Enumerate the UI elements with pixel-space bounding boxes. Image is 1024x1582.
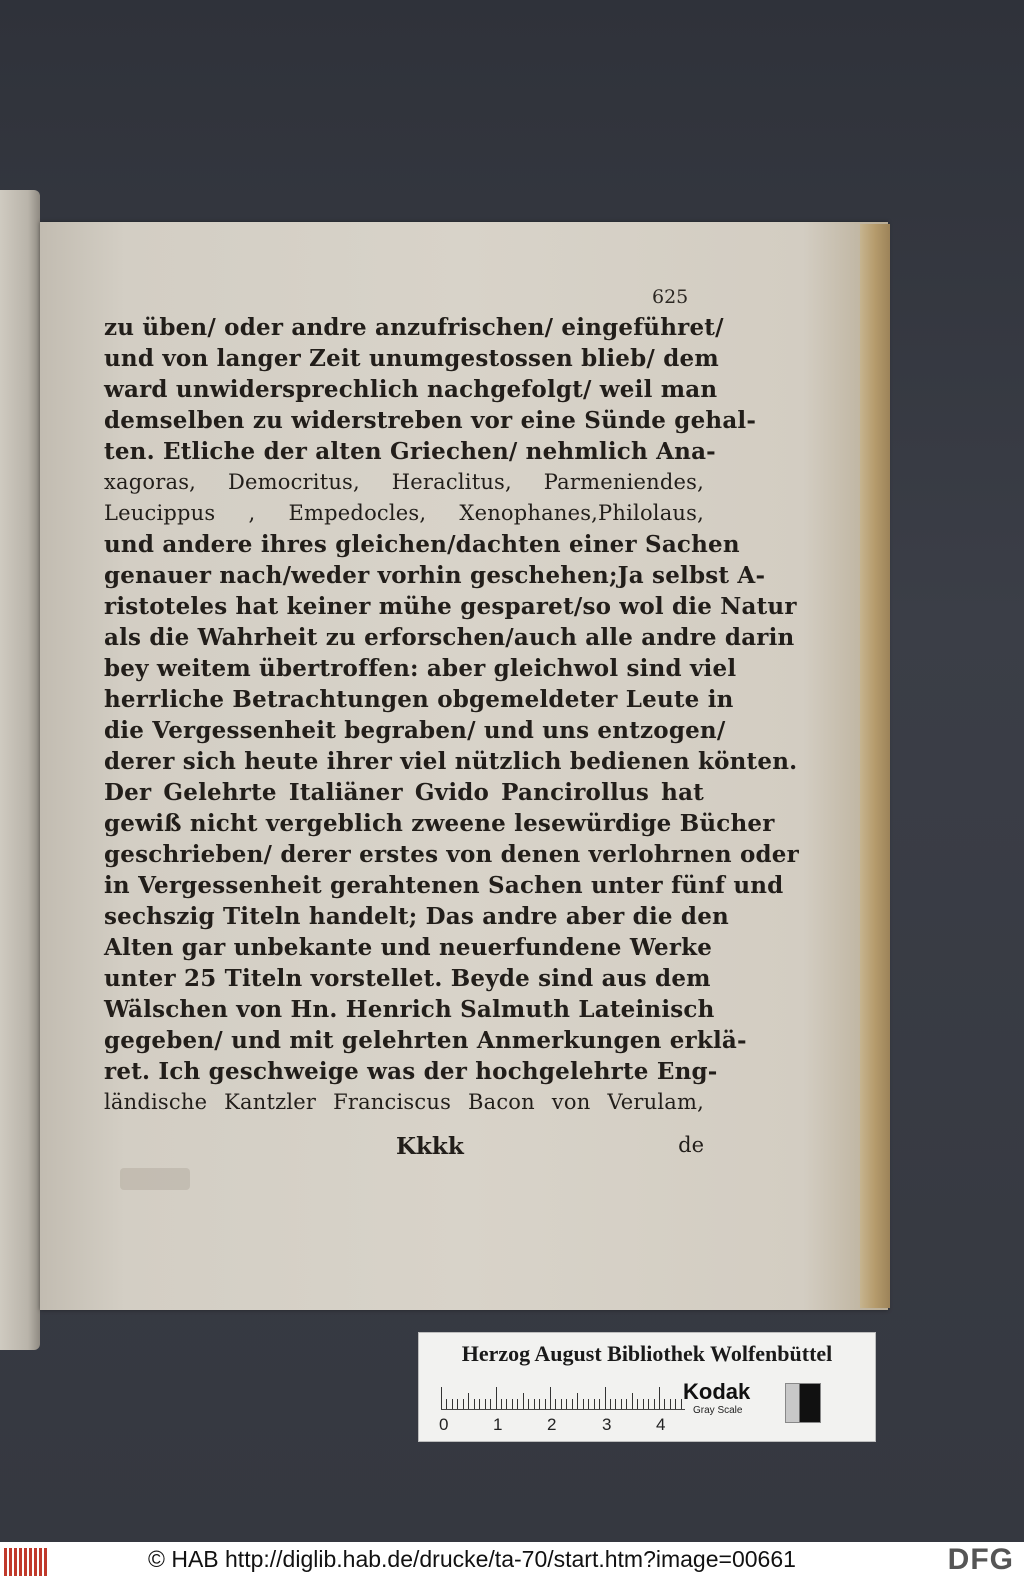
ruler-tick — [610, 1399, 611, 1409]
text-line: ten. Etliche der alten Griechen/ nehmlich Ana- — [104, 438, 716, 465]
ruler-tick — [561, 1399, 562, 1409]
ruler-tick — [583, 1399, 584, 1409]
text-line: sechszig Titeln handelt; Das andre aber die den — [104, 903, 729, 930]
ruler-number: 1 — [493, 1415, 503, 1434]
ruler-tick — [468, 1393, 469, 1409]
ruler-tick — [675, 1399, 676, 1409]
text-line: demselben zu widerstreben vor eine Sünde gehal- — [104, 407, 757, 434]
ruler-number: 0 — [439, 1415, 449, 1434]
text-line: ward unwidersprechlich nachgefolgt/ weil man — [104, 376, 718, 403]
ink-bleed-through — [120, 1168, 190, 1190]
page-number: 625 — [652, 286, 689, 308]
ruler-tick — [626, 1399, 627, 1409]
text-line: Leucippus , Empedocles, Xenophanes,Philolaus, — [104, 501, 704, 525]
ruler-number: 3 — [602, 1415, 612, 1434]
text-line: und von langer Zeit unumgestossen blieb/ dem — [104, 345, 719, 372]
text-line: ristoteles hat keiner mühe gesparet/so wol die Natur — [104, 593, 797, 620]
credit-bar — [0, 1542, 1024, 1582]
ruler-tick — [670, 1399, 671, 1409]
ruler-tick — [605, 1387, 606, 1409]
ruler-tick — [659, 1387, 660, 1409]
ruler-tick — [648, 1399, 649, 1409]
ruler-tick — [681, 1399, 682, 1409]
gray-scale-patch — [785, 1383, 821, 1423]
ruler-number: 4 — [656, 1415, 666, 1434]
kodak-logo: Kodak — [683, 1379, 751, 1404]
page-fore-edge — [860, 224, 890, 1308]
dfg-logo: DFG — [947, 1543, 1014, 1576]
ruler-tick — [528, 1399, 529, 1409]
text-line: gewiß nicht vergeblich zweene lesewürdige Bücher — [104, 810, 775, 837]
ruler-tick — [572, 1399, 573, 1409]
ruler-tick — [594, 1399, 595, 1409]
ruler-tick — [523, 1393, 524, 1409]
text-line: als die Wahrheit zu erforschen/auch alle andre darin — [104, 624, 795, 651]
ruler-tick — [555, 1399, 556, 1409]
measurement-ruler — [441, 1379, 685, 1410]
ruler-tick — [496, 1387, 497, 1409]
ruler-tick — [534, 1399, 535, 1409]
ruler-tick — [457, 1399, 458, 1409]
ruler-tick — [446, 1399, 447, 1409]
page-text — [104, 312, 799, 1118]
text-line: unter 25 Titeln vorstellet. Beyde sind aus dem — [104, 965, 711, 992]
ruler-tick — [539, 1399, 540, 1409]
ruler-tick — [599, 1399, 600, 1409]
text-line: herrliche Betrachtungen obgemeldeter Leute in — [104, 686, 734, 713]
text-line: Alten gar unbekante und neuerfundene Werke — [104, 934, 713, 961]
ruler-tick — [615, 1399, 616, 1409]
text-line: Wälschen von Hn. Henrich Salmuth Lateinisch — [104, 996, 715, 1023]
ruler-tick — [577, 1393, 578, 1409]
text-line: die Vergessenheit begraben/ und uns entzogen/ — [104, 717, 726, 744]
text-line: zu üben/ oder andre anzufrischen/ eingeführet/ — [104, 314, 724, 341]
gray-scale-label: Gray Scale — [693, 1405, 743, 1416]
color-calibration-card — [418, 1332, 876, 1442]
ruler-tick — [501, 1399, 502, 1409]
ruler-tick — [550, 1387, 551, 1409]
ruler-number: 2 — [547, 1415, 557, 1434]
text-line: in Vergessenheit gerahtenen Sachen unter fünf und — [104, 872, 784, 899]
ruler-tick — [566, 1399, 567, 1409]
text-line: ret. Ich geschweige was der hochgelehrte Eng- — [104, 1058, 718, 1085]
copyright-link[interactable]: © HAB http://diglib.hab.de/drucke/ta-70/start.htm?image=00661 — [148, 1546, 796, 1572]
ruler-tick — [479, 1399, 480, 1409]
text-line: bey weitem übertroffen: aber gleichwol sind viel — [104, 655, 737, 682]
ruler-tick — [490, 1399, 491, 1409]
ruler-tick — [506, 1399, 507, 1409]
text-line: genauer nach/weder vorhin geschehen;Ja selbst A- — [104, 562, 766, 589]
ruler-tick — [512, 1399, 513, 1409]
ruler-tick — [452, 1399, 453, 1409]
ruler-tick — [643, 1399, 644, 1409]
ruler-tick — [654, 1399, 655, 1409]
ruler-tick — [517, 1399, 518, 1409]
ruler-tick — [664, 1399, 665, 1409]
text-line: geschrieben/ derer erstes von denen verlohrnen oder — [104, 841, 799, 868]
ruler-tick — [588, 1399, 589, 1409]
ruler-tick — [545, 1399, 546, 1409]
ruler-tick — [637, 1399, 638, 1409]
text-line: xagoras, Democritus, Heraclitus, Parmeniendes, — [104, 470, 704, 494]
page-footer — [104, 1133, 704, 1167]
hab-logo-icon — [4, 1548, 48, 1576]
ruler-tick — [621, 1399, 622, 1409]
signature-mark: Kkkk — [396, 1133, 464, 1160]
ruler-tick — [485, 1399, 486, 1409]
text-line: derer sich heute ihrer viel nützlich bedienen könten. — [104, 748, 798, 775]
library-name: Herzog August Bibliothek Wolfenbüttel — [461, 1341, 833, 1366]
ruler-tick — [474, 1399, 475, 1409]
text-line: und andere ihres gleichen/dachten einer Sachen — [104, 531, 740, 558]
ruler-tick — [441, 1387, 442, 1409]
text-line: gegeben/ und mit gelehrten Anmerkungen erklä- — [104, 1027, 747, 1054]
ruler-tick — [463, 1399, 464, 1409]
previous-page-edge — [0, 190, 40, 1350]
text-line: ländische Kantzler Franciscus Bacon von Verulam, — [104, 1090, 704, 1114]
catchword: de — [678, 1133, 704, 1157]
text-line: Der Gelehrte Italiäner Gvido Pancirollus hat — [104, 779, 704, 806]
ruler-tick — [632, 1393, 633, 1409]
